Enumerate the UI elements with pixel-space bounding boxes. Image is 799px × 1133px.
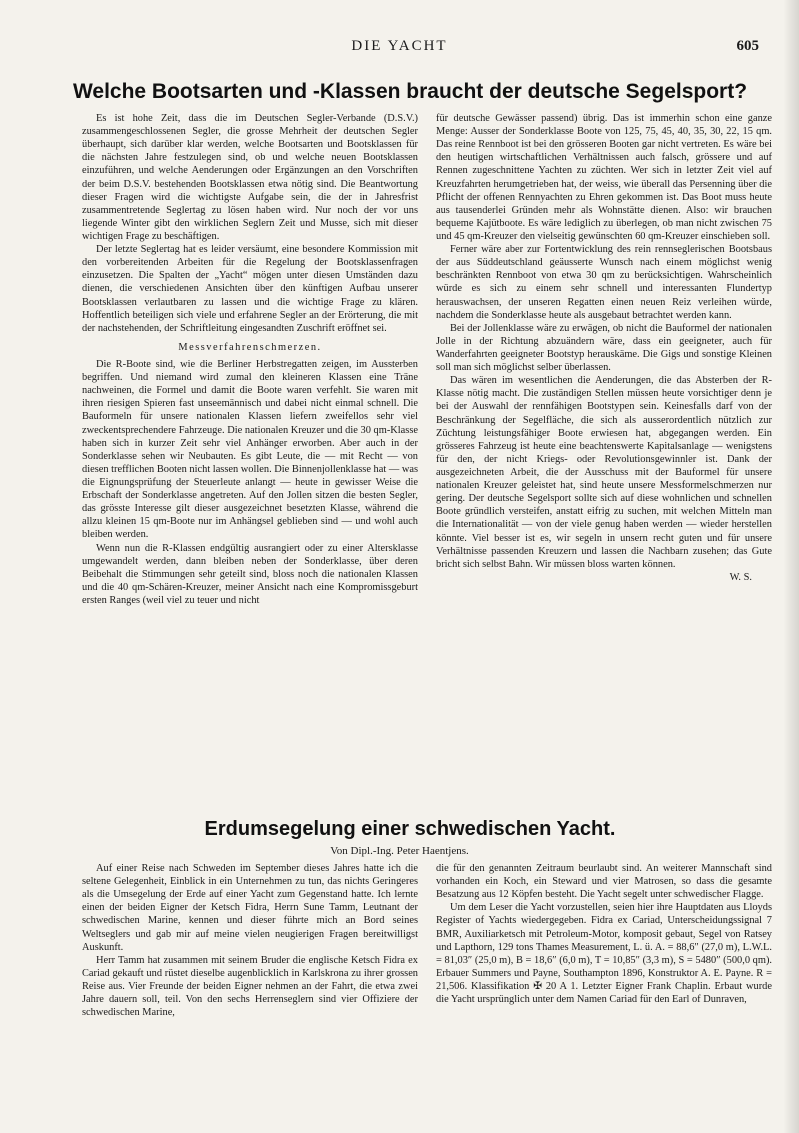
paragraph: Bei der Jollenklasse wäre zu erwägen, ob nicht die Bauformel der nationalen Jolle in der Richtung abzuändern wäre, dass ein geeigneter, auch für Wanderfahrten geeigneter Bootstyp herauskäme. Die Gigs und sonstige Kleinen soll man sich möglichst selber überlassen. [436,322,772,374]
paragraph: Herr Tamm hat zusammen mit seinem Bruder die englische Ketsch Fidra ex Cariad gekauft und rüstet dieselbe augenblicklich in Karlskrona zu ihrer grossen Reise aus. Vier Freunde der beiden Eigner nehmen an der Fahrt, die etwa zwei Jahre dauern soll, teil. Von den sechs Herrenseglern sind vier Offiziere der schwedischen Marine, [82,954,418,1019]
article1-title: Welche Bootsarten und -Klassen braucht der deutsche Segelsport? [72,80,748,103]
article1-left-column [82,112,418,607]
article2-body [82,862,772,1019]
page-number: 605 [736,38,759,54]
article2-left-column [82,862,418,1019]
journal-title: DIE YACHT [351,38,448,54]
signature: W. S. [729,571,752,583]
article1-right-column [436,112,772,607]
article1-body [82,112,772,607]
paragraph: die für den genannten Zeitraum beurlaubt sind. An weiterer Mannschaft sind vorhanden ein Koch, ein Steward und vier Matrosen, so dass die gesamte Besatzung aus 12 Köpfen besteht. Die Yacht segelt unter schwedischer Flagge. [436,863,772,901]
paragraph: Um dem Leser die Yacht vorzustellen, seien hier ihre Hauptdaten aus Lloyds Register of Yachts wiedergegeben. Fidra ex Cariad, Unterscheidungssignal 7 BMR, Auxiliarketsch mit Petroleum-Motor, komposit gebaut, Segel von Ratsey und Lapthorn, 129 tons Thames Measurement, L. ü. A. = 88,6″ (27,0 m), L.W.L. = 81,03″ (25,0 m), B = 18,6″ (6,0 m), T = 10,85″ (3,3 m), S = 5480″ (500,0 qm). Erbauer Summers und Payne, Southampton 1896, Konstruktor A. E. Payne. R = 21,506. Klassifikation ✠ 20 A 1. Letzter Eigner Frank Chaplin. Erbaut wurde die Yacht ursprünglich unter dem Namen Cariad für den Earl of Dunraven, [436,902,772,1006]
subheading: Messverfahrenschmerzen. [178,341,322,353]
paragraph: Der letzte Seglertag hat es leider versäumt, eine besondere Kommission mit den vorbereitenden Arbeiten für die Regelung der Bootsklassenfragen einzusetzen. Die Spalten der „Yacht“ mögen unter diesen Umständen dazu dienen, die verschiedenen Ansichten über den künftigen Aufbau unserer Bootsklassen verlautbaren zu lassen und die wichtige Frage zu klären. Hoffentlich beteiligen sich viele und erfahrene Segler an der Erörterung, die mit der nachstehenden, der Schriftleitung eingesandten Zuschrift eröffnet sei. [82,244,418,334]
paragraph: für deutsche Gewässer passend) übrig. Das ist immerhin schon eine ganze Menge: Ausser der Sonderklasse Boote von 125, 75, 45, 40, 35, 30, 22, 15 qm. Das reine Rennboot ist bei den grösseren Booten gar nicht vertreten. Es wäre bei den heutigen wirtschaftlichen Verhältnissen auch falsch, grössere und auf Rennen zugeschnittene Yachten zu züchten. Wer sich in letzter Zeit viel auf Kreuzfahrten herumgetrieben hat, der weiss, wie überall das Persenning über die Pflicht der offenen Rennyachten zu Ehren gekommen ist. Das Boot muss heute aus tausenderlei Gründen mehr als Wohnstätte dienen. Also: wir brauchen bequeme Kajütboote. Es wäre lediglich zu überlegen, ob man nicht zwischen 75 und 45 qm-Kreuzer den vielseitig gewünschten 60 qm-Kreuzer einschieben soll. [436,113,772,242]
paragraph: Es ist hohe Zeit, dass die im Deutschen Segler-Verbande (D.S.V.) zusammengeschlossenen Segler, die grosse Mehrheit der deutschen Segler überhaupt, sich darüber klar werden, welche Bootsarten und Bootsklassen für die nächsten Jahre festzulegen sind, ob und welche neuen Bootsklassen einzuführen, und welche Aenderungen oder Ergänzungen an den Vorschriften der beim D.S.V. bestehenden Bootsklassen etwa nötig sind. Die Beantwortung dieser Fragen wird die wichtigste Aufgabe sein, die der in Jahresfrist zusammentretende Seglertag zu lösen haben wird. Nur noch der vor uns liegende Winter gibt den wirklichen Seglern Zeit und Musse, sich mit dieser wichtigen Frage zu beschäftigen. [82,113,418,242]
article2-right-column [436,862,772,1019]
page-edge-shadow [783,0,799,1133]
article2-title: Erdumsegelung einer schwedischen Yacht. [204,818,616,840]
paragraph: Die R-Boote sind, wie die Berliner Herbstregatten zeigen, im Aussterben begriffen. Und niemand wird zumal den kleineren Klassen eine Träne nachweinen, die Formel und damit die Boote waren verfehlt. Sie waren mit ihren riesigen Spieren fast unseemännisch und dabei nicht einmal schnell. Die Bauformeln für unsere nationalen Klassen liefern zweifellos sehr viel zweckentsprechendere Fahrzeuge. Die nationalen Kreuzer und die 30 qm-Klasse haben sich in kurzer Zeit sehr viel Anhänger erworben. Aber auch in der Sonderklasse sehen wir Neubauten. Es gibt Leute, die — mit Recht — von diesen trefflichen Booten nicht lassen wollen. Die Binnenjollenklasse hat — was die Eignungsprüfung der Steuerleute anlangt — heute in gewisser Weise die Erbschaft der Sonderklasse angetreten. Auf den Jollen sitzen die besten Segler, das grösste Interesse gilt dieser ausgezeichnet besetzten Klasse, während die allzu kleinen 15 qm-Boote nur im Anhängsel geblieben sind — und wohl auch bleiben werden. [82,358,418,541]
paragraph: Ferner wäre aber zur Fortentwicklung des rein rennseglerischen Bootsbaus der aus Süddeutschland geäusserte Wunsch nach einem möglichst wenig beschränkten Rennboot von etwa 30 qm zu berücksichtigen. Wahrscheinlich würde es sich zu einem sehr schnell und interessanten Flundertyp herauswachsen, der unseren Regatten einen neuen Reiz verleihen würde, nachdem die Sonderklasse heute als ausgebaut betrachtet werden kann. [436,244,772,321]
paragraph: Das wären im wesentlichen die Aenderungen, die das Absterben der R-Klasse nötig macht. Die zuständigen Stellen müssen heute vorsichtiger denn je bei der Auswahl der rennfähigen Bootstypen sein. Keinesfalls darf von der Beschränkung der Segelfläche, die sich als ausserordentlich nützlich zur Züchtung leistungsfähiger Boote erwiesen hat, abgegangen werden. Ein grösseres Fahrzeug ist heute eine beachtenswerte Kapitalsanlage — wenigstens für den, der nicht Kriegs- oder Revolutionsgewinnler ist. Dank der ausgezeichneten Arbeit, die der Ausschuss mit der Bauformel für unsere nationalen Kreuzer geleistet hat, sind heute unsere Messformelschmerzen nur gering. Der deutsche Segelsport sollte sich auf diese wohnlichen und schnellen Boote gründlich versteifen, anstatt eifrig zu suchen, mit welchen Mitteln man die Internationalität — von der viele genug haben werden — wieder herstellen könnte. Viel besser ist es, wir segeln in unsern recht guten und für unsere Verhältnisse passenden Kreuzern und lassen die Nachbarn zusehen; das Gute bricht sich selbst Bahn. Wir müssen bloss warten können. [436,375,772,570]
running-head [0,38,799,58]
paragraph: Auf einer Reise nach Schweden im September dieses Jahres hatte ich die seltene Gelegenheit, Einblick in ein Unternehmen zu tun, das nichts Geringeres als die Umsegelung der Erde auf einer Yacht zum Gegenstand hatte. Ich lernte einen der beiden Eigner der Ketsch Fidra, Herrn Sune Tamm, Leutnant der schwedischen Marine, kennen und dieser führte mich an Bord seines Weltseglers und gab mir auf meine vielen neugierigen Fragen bereitwilligst Auskunft. [82,863,418,953]
byline: Von Dipl.-Ing. Peter Haentjens. [330,845,469,857]
paragraph: Wenn nun die R-Klassen endgültig ausrangiert oder zu einer Altersklasse umgewandelt werden, dann bleiben neben der Sonderklasse, über deren Beibehalt die Stimmungen sehr geteilt sind, bloss noch die nationalen Klassen und die 40 qm-Schären-Kreuzer, meiner Ansicht nach eine Kompromissgeburt ersten Ranges (weil viel zu teuer und nicht [82,542,418,606]
